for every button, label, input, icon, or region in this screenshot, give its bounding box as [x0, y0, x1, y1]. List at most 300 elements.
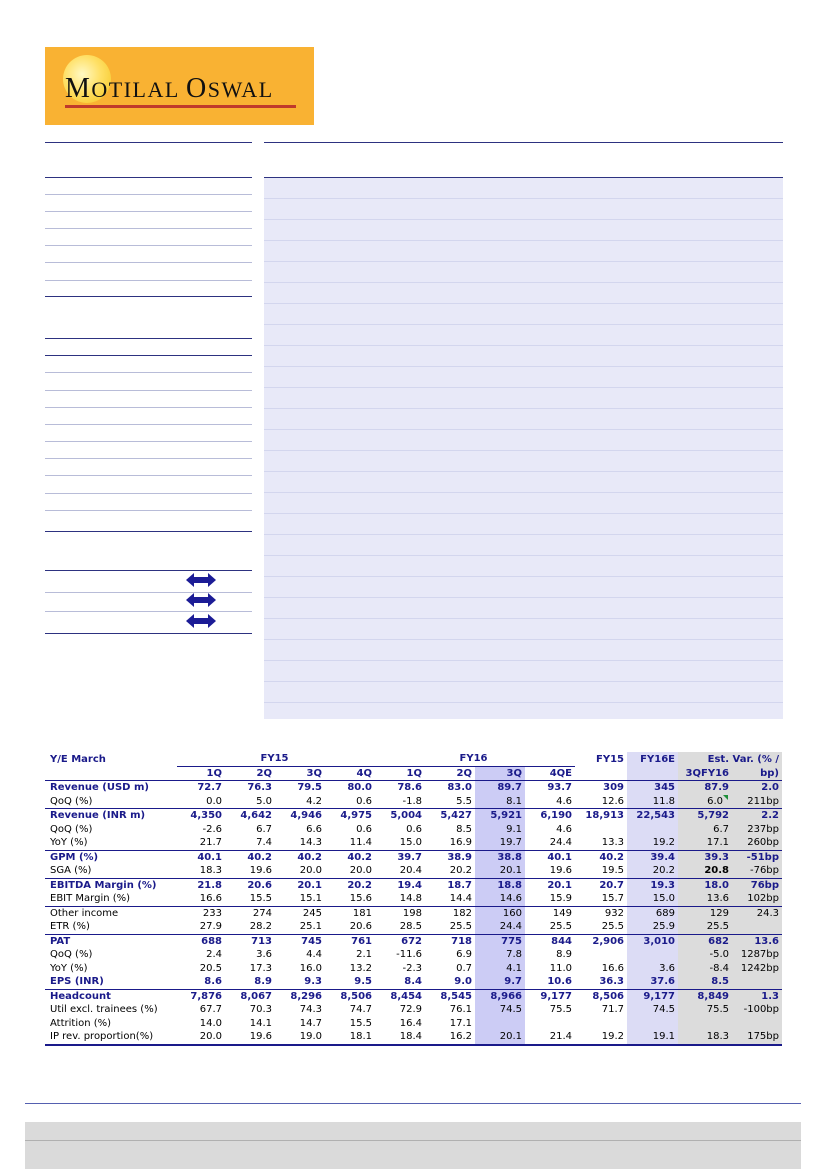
- table-cell: 19.3: [627, 878, 678, 892]
- table-cell: 9.5: [354, 976, 372, 988]
- table-cell: 718: [425, 934, 475, 948]
- row-label: IP rev. proportion(%): [45, 1030, 177, 1045]
- table-cell: 38.9: [425, 850, 475, 864]
- header-est-top: Est.: [678, 752, 732, 766]
- table-cell: 78.6: [375, 781, 425, 795]
- table-cell: 18.7: [425, 878, 475, 892]
- table-cell: 6.7: [256, 823, 272, 835]
- header-fy15-group: FY15: [177, 752, 375, 766]
- table-cell: 9,177: [525, 989, 575, 1003]
- footer-bar-divider: [25, 1140, 801, 1141]
- table-cell: 89.7: [475, 781, 525, 795]
- sidebar-divider: [45, 510, 252, 511]
- table-cell: 15.1: [299, 893, 322, 905]
- table-cell: 16.2: [425, 1030, 475, 1045]
- table-cell: 844: [525, 934, 575, 948]
- table-cell: 21.8: [177, 878, 225, 892]
- table-cell: 18,913: [575, 809, 627, 823]
- table-cell: 70.3: [249, 1004, 272, 1016]
- sidebar-section-rule: [45, 531, 252, 532]
- table-cell: 40.1: [525, 850, 575, 864]
- header-var-top: Var. (% /: [732, 752, 782, 766]
- table-cell: 14.6: [475, 892, 525, 906]
- table-cell: 233: [177, 906, 225, 920]
- table-cell: 7.4: [256, 837, 272, 849]
- sidebar-divider: [45, 262, 252, 263]
- panel-row-line: [264, 513, 783, 514]
- table-cell: 8.9: [254, 976, 272, 988]
- panel-row-line: [264, 198, 783, 199]
- table-cell: 1242bp: [732, 962, 782, 976]
- table-row: [45, 1017, 782, 1031]
- table-row: [45, 850, 782, 864]
- table-row: [45, 809, 782, 823]
- table-cell: 8,506: [575, 989, 627, 1003]
- table-cell: 87.9: [678, 781, 732, 795]
- table-cell: 11.0: [549, 962, 572, 974]
- table-cell: 932: [575, 906, 627, 920]
- sidebar-divider: [45, 493, 252, 494]
- table-cell: 198: [375, 906, 425, 920]
- table-cell: [732, 975, 782, 989]
- table-cell: 129: [678, 906, 732, 920]
- table-cell: 24.4: [475, 920, 525, 934]
- table-cell: 67.7: [199, 1004, 222, 1016]
- table-row: [45, 781, 782, 795]
- table-row: [45, 989, 782, 1003]
- table-row: [45, 920, 782, 934]
- header-var-bottom: bp): [732, 766, 782, 781]
- table-cell: 345: [627, 781, 678, 795]
- header-q3b: 3Q: [475, 766, 525, 781]
- panel-row-line: [264, 702, 783, 703]
- table-cell: 16.0: [299, 962, 322, 974]
- table-cell: 20.4: [399, 865, 422, 877]
- table-cell: 3,010: [627, 934, 678, 948]
- table-cell: 2.2: [732, 809, 782, 823]
- table-cell: [575, 1017, 627, 1031]
- table-cell: 713: [225, 934, 275, 948]
- table-cell: 15.9: [549, 893, 572, 905]
- table-cell: 2.4: [206, 949, 222, 961]
- sidebar-divider: [45, 458, 252, 459]
- table-cell: 40.1: [177, 850, 225, 864]
- table-cell: 175bp: [732, 1030, 782, 1045]
- table-cell: 19.5: [601, 865, 624, 877]
- table-cell: 13.6: [732, 934, 782, 948]
- table-cell: 8,454: [375, 989, 425, 1003]
- table-cell: [732, 1017, 782, 1031]
- table-cell: 22,543: [627, 809, 678, 823]
- header-fy16e: FY16E: [627, 752, 678, 766]
- table-cell: 14.4: [449, 893, 472, 905]
- table-row: [45, 892, 782, 906]
- row-label: QoQ (%): [50, 795, 93, 807]
- table-cell: 260bp: [732, 836, 782, 850]
- panel-row-line: [264, 576, 783, 577]
- panel-row-line: [264, 660, 783, 661]
- table-cell: 18.3: [199, 865, 222, 877]
- table-cell: 76bp: [732, 878, 782, 892]
- panel-row-line: [264, 240, 783, 241]
- panel-row-line: [264, 555, 783, 556]
- table-cell: 76.1: [449, 1004, 472, 1016]
- table-cell: 6.7: [678, 823, 732, 837]
- header-rule: [264, 142, 783, 143]
- table-cell: 761: [325, 934, 375, 948]
- table-cell: 75.5: [678, 1003, 732, 1017]
- table-cell: 9.0: [454, 976, 472, 988]
- table-cell: 9.7: [475, 975, 525, 989]
- table-cell: [575, 823, 627, 837]
- table-cell: 76.3: [225, 781, 275, 795]
- table-cell: -2.6: [202, 823, 222, 835]
- table-cell: 4.6: [556, 795, 572, 807]
- table-cell: 8.9: [556, 949, 572, 961]
- table-cell: 21.4: [525, 1030, 575, 1045]
- table-cell: 7,876: [177, 989, 225, 1003]
- table-cell: 9.3: [304, 976, 322, 988]
- table-cell: -1.8: [402, 795, 422, 807]
- cell-value: 6.0: [707, 795, 723, 807]
- sidebar-divider: [45, 228, 252, 229]
- sidebar-divider: [45, 245, 252, 246]
- header-blank-fy16e: [627, 766, 678, 781]
- table-cell: 6.6: [306, 823, 322, 835]
- table-cell: 16.9: [449, 837, 472, 849]
- sidebar-section-rule: [45, 142, 252, 143]
- company-logo: [45, 47, 314, 125]
- panel-row-line: [264, 324, 783, 325]
- header-q4b: 4QE: [525, 766, 575, 781]
- table-cell: 160: [475, 906, 525, 920]
- table-cell: 74.5: [627, 1003, 678, 1017]
- table-cell: 19.7: [475, 836, 525, 850]
- table-cell: [475, 1017, 525, 1031]
- table-cell: 15.6: [349, 893, 372, 905]
- table-cell: 27.9: [199, 921, 222, 933]
- table-cell: 15.7: [601, 893, 624, 905]
- table-cell: -8.4: [678, 962, 732, 976]
- summary-panel: [264, 177, 783, 719]
- sidebar-divider: [45, 592, 252, 593]
- table-cell: 3.6: [627, 962, 678, 976]
- table-cell: 9,177: [627, 989, 678, 1003]
- sidebar-section-rule: [45, 355, 252, 356]
- table-cell: [732, 920, 782, 934]
- table-cell: 4,350: [177, 809, 225, 823]
- table-cell: 17.1: [678, 836, 732, 850]
- table-cell: 18.0: [678, 878, 732, 892]
- table-cell: 13.3: [601, 837, 624, 849]
- table-cell: [627, 948, 678, 962]
- panel-row-line: [264, 408, 783, 409]
- table-row: [45, 948, 782, 962]
- row-label: EBIT Margin (%): [50, 893, 131, 905]
- sidebar-divider: [45, 280, 252, 281]
- header-q3: 3Q: [275, 766, 325, 781]
- table-row: [45, 1030, 782, 1045]
- table-cell: 245: [275, 906, 325, 920]
- table-cell: 72.7: [177, 781, 225, 795]
- table-cell: -2.3: [402, 962, 422, 974]
- table-cell: 74.7: [349, 1004, 372, 1016]
- table-cell: 39.7: [375, 850, 425, 864]
- table-cell: 8.1: [475, 795, 525, 809]
- table-cell: 8.5: [678, 975, 732, 989]
- table-cell: 20.2: [627, 864, 678, 878]
- panel-row-line: [264, 471, 783, 472]
- table-cell: 25.5: [678, 920, 732, 934]
- table-cell: 18.1: [325, 1030, 375, 1045]
- table-cell: 8,849: [678, 989, 732, 1003]
- table-cell: 2.0: [732, 781, 782, 795]
- table-cell: 5,427: [425, 809, 475, 823]
- panel-row-line: [264, 429, 783, 430]
- table-cell: 74.3: [299, 1004, 322, 1016]
- table-cell: 182: [425, 906, 475, 920]
- table-cell: 237bp: [732, 823, 782, 837]
- table-cell: 688: [177, 934, 225, 948]
- table-cell: 102bp: [732, 892, 782, 906]
- table-cell: 19.1: [627, 1030, 678, 1045]
- panel-top-rule: [264, 177, 783, 178]
- panel-row-line: [264, 261, 783, 262]
- table-cell: 0.6: [356, 823, 372, 835]
- sidebar-section-rule: [45, 570, 252, 571]
- footer-bar: [25, 1122, 801, 1169]
- table-cell: 8.5: [456, 823, 472, 835]
- table-cell: 2.1: [356, 949, 372, 961]
- table-cell: 775: [475, 934, 525, 948]
- row-label: Util excl. trainees (%): [50, 1004, 158, 1016]
- panel-row-line: [264, 450, 783, 451]
- table-cell: 689: [627, 906, 678, 920]
- row-label: Attrition (%): [50, 1017, 112, 1029]
- table-cell: 20.6: [225, 878, 275, 892]
- double-arrow-icon: [186, 572, 216, 588]
- table-cell: 40.2: [275, 850, 325, 864]
- table-cell: 4.4: [306, 949, 322, 961]
- sidebar-divider: [45, 611, 252, 612]
- table-cell: 3.6: [256, 949, 272, 961]
- table-cell: 8,545: [425, 989, 475, 1003]
- table-cell: 274: [225, 906, 275, 920]
- header-est-col: 3QFY16: [678, 766, 732, 781]
- table-cell: 25.9: [627, 920, 678, 934]
- header-blank: [45, 766, 177, 781]
- header-q2: 2Q: [225, 766, 275, 781]
- table-cell: 15.0: [399, 837, 422, 849]
- table-cell: 17.1: [449, 1017, 472, 1029]
- table-cell: 7.8: [475, 948, 525, 962]
- header-ye-march: Y/E March: [50, 753, 106, 765]
- table-cell: 79.5: [275, 781, 325, 795]
- table-cell: 181: [325, 906, 375, 920]
- row-label: EBITDA Margin (%): [45, 878, 177, 892]
- table-row: [45, 906, 782, 920]
- table-cell: 15.5: [249, 893, 272, 905]
- table-cell: [678, 795, 732, 809]
- sidebar-divider: [45, 475, 252, 476]
- table-cell: 8.4: [404, 976, 422, 988]
- table-cell: 5,004: [375, 809, 425, 823]
- table-cell: 25.5: [549, 921, 572, 933]
- row-label: PAT: [45, 934, 177, 948]
- table-cell: 745: [275, 934, 325, 948]
- table-cell: [627, 823, 678, 837]
- table-cell: -76bp: [732, 864, 782, 878]
- table-cell: 17.3: [249, 962, 272, 974]
- row-label: Revenue (USD m): [45, 781, 177, 795]
- table-cell: 9.1: [475, 823, 525, 837]
- table-cell: 2,906: [575, 934, 627, 948]
- table-cell: 5.0: [256, 795, 272, 807]
- table-cell: 6.9: [456, 949, 472, 961]
- panel-row-line: [264, 597, 783, 598]
- table-cell: 0.0: [206, 795, 222, 807]
- table-cell: 14.8: [399, 893, 422, 905]
- table-cell: 20.8: [678, 864, 732, 878]
- sidebar-section-rule: [45, 296, 252, 297]
- table-cell: 20.7: [575, 878, 627, 892]
- panel-row-line: [264, 345, 783, 346]
- row-label: Headcount: [45, 989, 177, 1003]
- sidebar-divider: [45, 372, 252, 373]
- table-cell: 40.2: [575, 850, 627, 864]
- panel-row-line: [264, 618, 783, 619]
- table-cell: 8,296: [275, 989, 325, 1003]
- table-cell: 18.8: [475, 878, 525, 892]
- table-cell: 16.6: [199, 893, 222, 905]
- table-cell: 1.3: [732, 989, 782, 1003]
- table-cell: 40.2: [225, 850, 275, 864]
- sidebar-divider: [45, 424, 252, 425]
- table-cell: 19.2: [627, 836, 678, 850]
- row-label: ETR (%): [50, 921, 90, 933]
- logo-underline: [65, 105, 296, 108]
- table-cell: [627, 1017, 678, 1031]
- panel-row-line: [264, 387, 783, 388]
- table-cell: 4.2: [306, 795, 322, 807]
- table-cell: 19.2: [575, 1030, 627, 1045]
- table-cell: 1287bp: [732, 948, 782, 962]
- table-cell: 13.6: [678, 892, 732, 906]
- panel-row-line: [264, 282, 783, 283]
- table-cell: 19.4: [375, 878, 425, 892]
- table-cell: 4,975: [325, 809, 375, 823]
- table-cell: 25.5: [601, 921, 624, 933]
- sidebar-section-rule: [45, 177, 252, 178]
- table-cell: 20.2: [325, 878, 375, 892]
- table-cell: [525, 1017, 575, 1031]
- row-label: Other income: [45, 906, 177, 920]
- table-cell: 309: [575, 781, 627, 795]
- table-cell: 25.1: [299, 921, 322, 933]
- table-cell: 8,067: [225, 989, 275, 1003]
- table-cell: 24.4: [549, 837, 572, 849]
- header-blank-fy15: [575, 766, 627, 781]
- table-cell: 10.6: [547, 976, 572, 988]
- double-arrow-icon: [186, 592, 216, 608]
- table-cell: 38.8: [475, 850, 525, 864]
- table-row: [45, 934, 782, 948]
- table-cell: 93.7: [525, 781, 575, 795]
- table-cell: 5,792: [678, 809, 732, 823]
- sidebar-divider: [45, 211, 252, 212]
- table-cell: 20.5: [199, 962, 222, 974]
- table-row: [45, 795, 782, 809]
- row-label: YoY (%): [50, 962, 88, 974]
- table-cell: 14.7: [299, 1017, 322, 1029]
- table-cell: 20.1: [525, 878, 575, 892]
- table-cell: 11.4: [349, 837, 372, 849]
- table-cell: 6,190: [525, 809, 575, 823]
- table-cell: 20.0: [299, 865, 322, 877]
- table-cell: 14.1: [249, 1017, 272, 1029]
- table-cell: 20.0: [349, 865, 372, 877]
- table-cell: -51bp: [732, 850, 782, 864]
- table-cell: 18.4: [375, 1030, 425, 1045]
- table-cell: 24.3: [732, 906, 782, 920]
- table-cell: 14.3: [299, 837, 322, 849]
- panel-row-line: [264, 366, 783, 367]
- panel-row-line: [264, 681, 783, 682]
- table-cell: 4.1: [475, 962, 525, 976]
- table-cell: 8,506: [325, 989, 375, 1003]
- header-q1b: 1Q: [375, 766, 425, 781]
- table-cell: 4,946: [275, 809, 325, 823]
- table-cell: 19.6: [549, 865, 572, 877]
- row-label: QoQ (%): [50, 823, 93, 835]
- table-cell: 15.5: [349, 1017, 372, 1029]
- table-row: [45, 836, 782, 850]
- sidebar-section-rule: [45, 338, 252, 339]
- table-cell: 20.6: [349, 921, 372, 933]
- table-cell: 19.6: [225, 1030, 275, 1045]
- table-cell: 149: [525, 906, 575, 920]
- panel-row-line: [264, 534, 783, 535]
- header-fy15: FY15: [596, 753, 624, 765]
- table-cell: 15.0: [627, 892, 678, 906]
- table-cell: 20.2: [449, 865, 472, 877]
- logo-wordmark: MOTILAL OSWAL: [65, 73, 274, 104]
- table-header-row: [45, 752, 782, 766]
- table-cell: -100bp: [732, 1003, 782, 1017]
- row-label: SGA (%): [50, 865, 92, 877]
- table-row: [45, 975, 782, 989]
- double-arrow-icon: [186, 613, 216, 629]
- table-cell: 20.1: [475, 1030, 525, 1045]
- table-cell: [678, 1017, 732, 1031]
- table-cell: 71.7: [601, 1004, 624, 1016]
- sidebar-divider: [45, 390, 252, 391]
- table-cell: 211bp: [732, 795, 782, 809]
- table-row: [45, 864, 782, 878]
- table-cell: 8.6: [204, 976, 222, 988]
- table-cell: 0.6: [406, 823, 422, 835]
- table-subheader-row: [45, 766, 782, 781]
- row-label: EPS (INR): [50, 976, 104, 988]
- table-cell: 682: [678, 934, 732, 948]
- table-cell: 4,642: [225, 809, 275, 823]
- table-cell: 11.8: [627, 795, 678, 809]
- table-cell: 19.0: [275, 1030, 325, 1045]
- footer-rule: [25, 1103, 801, 1104]
- table-cell: 5.5: [456, 795, 472, 807]
- sidebar-divider: [45, 407, 252, 408]
- header-fy16-group: FY16: [375, 752, 575, 766]
